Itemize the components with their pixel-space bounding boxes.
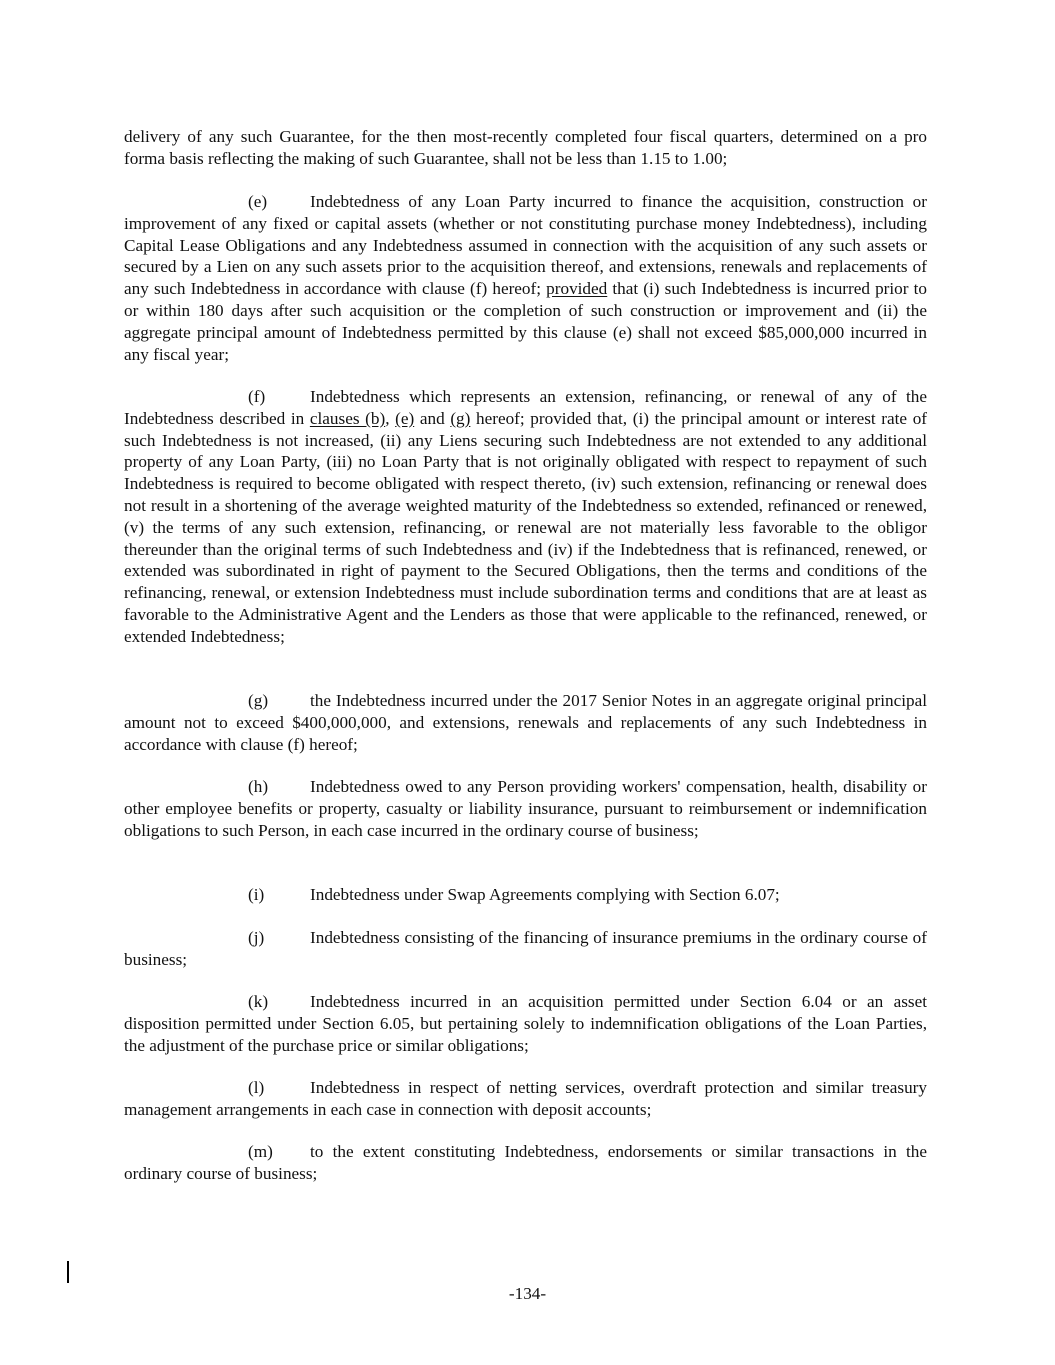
clause-g-label: (g): [248, 691, 269, 710]
clause-m-label: (m): [248, 1142, 273, 1161]
clause-k-label: (k): [248, 992, 269, 1011]
clause-e-label: (e): [248, 192, 268, 211]
page-number: -134-: [508, 1284, 547, 1303]
clause-e-text-after: that (i) such Indebtedness is incurred prior to or within 180 days after such acquisition or the completion of such construction or improvement and (ii) the aggregate principal amount of Indebtedness permitted by this clause (e) shall not exceed $85,000,000 incurred in any fiscal year;: [124, 279, 927, 364]
clause-g-text: the Indebtedness incurred under the 2017 Senior Notes in an aggregate original principal amount not to exceed $400,000,000, and extensions, renewals and replacements of any such Indebtedness in accordance with clause (f) hereof;: [124, 691, 927, 754]
clause-m: [124, 1141, 927, 1185]
clause-f-text-part2: hereof; provided that, (i) the principal amount or interest rate of such Indebtedness is not increased, (ii) any Liens securing such Indebtedness are not extended to any additional property of any Loan Party, (iii) no Loan Party that is not originally obligated with respect to repayment of such Indebtedness is required to become obligated with respect thereto, (iv) such extension, refinancing or renewal does not result in a shortening of the average weighted maturity of the Indebtedness so extended, refinanced or renewed, (v) the terms of any such extension, refinancing, or renewal are not materially less favorable to the obligor thereunder than the original terms of such Indebtedness and (iv) if the Indebtedness that is refinanced, renewed, or extended was subordinated in right of payment to the Secured Obligations, then the terms and conditions of the refinancing, renewal, or extension Indebtedness must include subordination terms and conditions that are at least as favorable to the Administrative Agent and the Lenders as those that were applicable to the refinanced, renewed, or extended Indebtedness;: [124, 408, 928, 646]
clause-f-ref-b: clauses (b): [309, 408, 386, 428]
clause-m-text: to the extent constituting Indebtedness, endorsements or similar transactions in the ordinary course of business;: [124, 1142, 927, 1183]
clause-l-label: (l): [248, 1078, 265, 1097]
clause-f-sep2: and: [419, 408, 445, 428]
clause-f: [124, 386, 927, 648]
clause-f-label: (f): [248, 387, 266, 406]
clause-f-sep1: ,: [385, 408, 390, 428]
clause-e-text-before: Indebtedness of any Loan Party incurred to finance the acquisition, construction or improvement of any fixed or capital assets (whether or not constituting purchase money Indebtedness), including Capital Lease Obligations and any Indebtedness assumed in connection with the acquisition of any such assets or secured by a Lien on any such assets prior to the acquisition thereof, and extensions, renewals and replacements of any such Indebtedness in accordance with clause (f) hereof;: [124, 192, 927, 299]
clause-l: [124, 1077, 927, 1121]
clause-j: [124, 927, 927, 971]
clause-i: [124, 884, 927, 906]
clause-j-label: (j): [248, 928, 265, 947]
clause-h-text: Indebtedness owed to any Person providing workers' compensation, health, disability or other employee benefits or property, casualty or liability insurance, pursuant to reimbursement or indemnification obligations to such Person, in each case incurred in the ordinary course of business;: [124, 777, 927, 840]
clause-k: [124, 991, 927, 1056]
clause-e: [124, 191, 927, 365]
clause-f-text-part1: Indebtedness which represents an extension, refinancing, or renewal of any of the Indebtedness described in: [124, 387, 927, 428]
clause-e-provided: provided: [546, 279, 608, 299]
clause-j-text: Indebtedness consisting of the financing of insurance premiums in the ordinary course of business;: [124, 928, 927, 969]
clause-g: [124, 690, 927, 755]
clause-h: [124, 776, 927, 841]
clause-l-text: Indebtedness in respect of netting services, overdraft protection and similar treasury management arrangements in each case in connection with deposit accounts;: [124, 1078, 927, 1119]
clause-f-ref-g: (g): [450, 408, 471, 428]
clause-f-ref-e: (e): [395, 408, 415, 428]
revision-bar: [67, 1261, 69, 1283]
clause-i-text: Indebtedness under Swap Agreements complying with Section 6.07;: [310, 885, 780, 904]
clause-h-label: (h): [248, 777, 269, 796]
clause-i-label: (i): [248, 885, 265, 904]
intro-paragraph: delivery of any such Guarantee, for the then most-recently completed four fiscal quarters, determined on a pro forma basis reflecting the making of such Guarantee, shall not be less than 1.15 to 1.00;: [124, 127, 927, 168]
clause-k-text: Indebtedness incurred in an acquisition permitted under Section 6.04 or an asset disposition permitted under Section 6.05, but pertaining solely to indemnification obligations of the Loan Parties, the adjustment of the purchase price or similar obligations;: [124, 992, 927, 1055]
